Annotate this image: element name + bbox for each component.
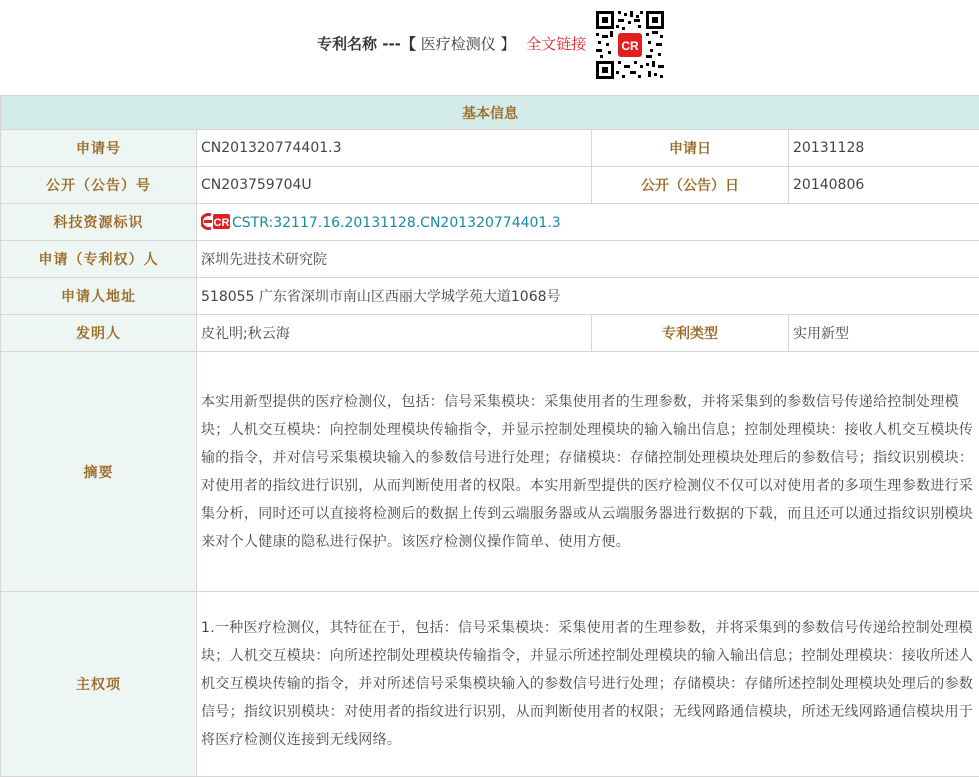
table-row <box>1 204 979 241</box>
title-close-bracket: 】 <box>500 35 515 53</box>
patent-type-label: 专利类型 <box>592 315 789 352</box>
title-label: 专利名称 ---【 <box>317 35 416 53</box>
table-row <box>1 278 979 315</box>
table-row <box>1 592 979 777</box>
app-no-label: 申请号 <box>1 130 197 167</box>
table-row <box>1 241 979 278</box>
table-row <box>1 130 979 167</box>
resource-id-label: 科技资源标识 <box>1 204 197 241</box>
patent-name: 医疗检测仪 <box>421 35 496 53</box>
abstract-text: 本实用新型提供的医疗检测仪，包括：信号采集模块：采集使用者的生理参数，并将采集到的参数信号传递给控制处理模块；人机交互模块：向控制处理模块传输指令，并显示控制处理模块的输入输出信息；控制处理模块：接收人机交互模块传输的指令，并对信号采集模块输入的参数信号进行处理；存储模块：存储控制处理模块处理后的参数信号；指纹识别模块：对使用者的指纹进行识别，从而判断使用者的权限。本实用新型提供的医疗检测仪不仅可以对使用者的多项生理参数进行采集分析，同时还可以直接将检测后的数据上传到云端服务器或从云端服务器进行数据的下载，而且还可以通过指纹识别模块来对个人健康的隐私进行保护。该医疗检测仪操作简单、使用方便。 <box>197 352 979 592</box>
pub-date-label: 公开（公告）日 <box>592 167 789 204</box>
patent-title <box>317 33 586 54</box>
fulltext-link[interactable]: 全文链接 <box>526 35 586 53</box>
table-row <box>1 315 979 352</box>
address-value: 518055 广东省深圳市南山区西丽大学城学苑大道1068号 <box>197 278 979 315</box>
cstr-logo-icon <box>201 213 231 230</box>
inventor-value: 皮礼明;秋云海 <box>197 315 592 352</box>
address-label: 申请人地址 <box>1 278 197 315</box>
main-claim-text: 1.一种医疗检测仪，其特征在于，包括：信号采集模块：采集使用者的生理参数，并将采集到的参数信号传递给控制处理模块；人机交互模块：向所述控制处理模块传输指令，并显示所述控制处理模块的输入输出信息；控制处理模块：接收所述人机交互模块传输的指令，并对所述信号采集模块输入的参数信号进行处理；存储模块：存储所述控制处理模块处理后的参数信号；指纹识别模块：对使用者的指纹进行识别，从而判断使用者的权限；无线网路通信模块，所述无线网路通信模块用于将医疗检测仪连接到无线网络。 <box>197 592 979 777</box>
pub-no-label: 公开（公告）号 <box>1 167 197 204</box>
patent-type-value: 实用新型 <box>789 315 979 352</box>
basic-info-table <box>0 95 979 777</box>
app-date-value: 20131128 <box>789 130 979 167</box>
resource-id-cell <box>197 204 979 241</box>
main-claim-label: 主权项 <box>1 592 197 777</box>
applicant-value: 深圳先进技术研究院 <box>197 241 979 278</box>
app-date-label: 申请日 <box>592 130 789 167</box>
qr-logo-text: CR <box>621 39 639 53</box>
section-title: 基本信息 <box>1 96 979 130</box>
patent-header <box>0 0 979 95</box>
qr-code-icon[interactable] <box>594 9 666 81</box>
pub-no-value: CN203759704U <box>197 167 592 204</box>
inventor-label: 发明人 <box>1 315 197 352</box>
pub-date-value: 20140806 <box>789 167 979 204</box>
applicant-label: 申请（专利权）人 <box>1 241 197 278</box>
cstr-link[interactable]: CSTR:32117.16.20131128.CN201320774401.3 <box>232 215 561 231</box>
app-no-value: CN201320774401.3 <box>197 130 592 167</box>
abstract-label: 摘要 <box>1 352 197 592</box>
table-row <box>1 352 979 592</box>
table-row <box>1 167 979 204</box>
cstr-logo-text: CR <box>214 217 230 229</box>
